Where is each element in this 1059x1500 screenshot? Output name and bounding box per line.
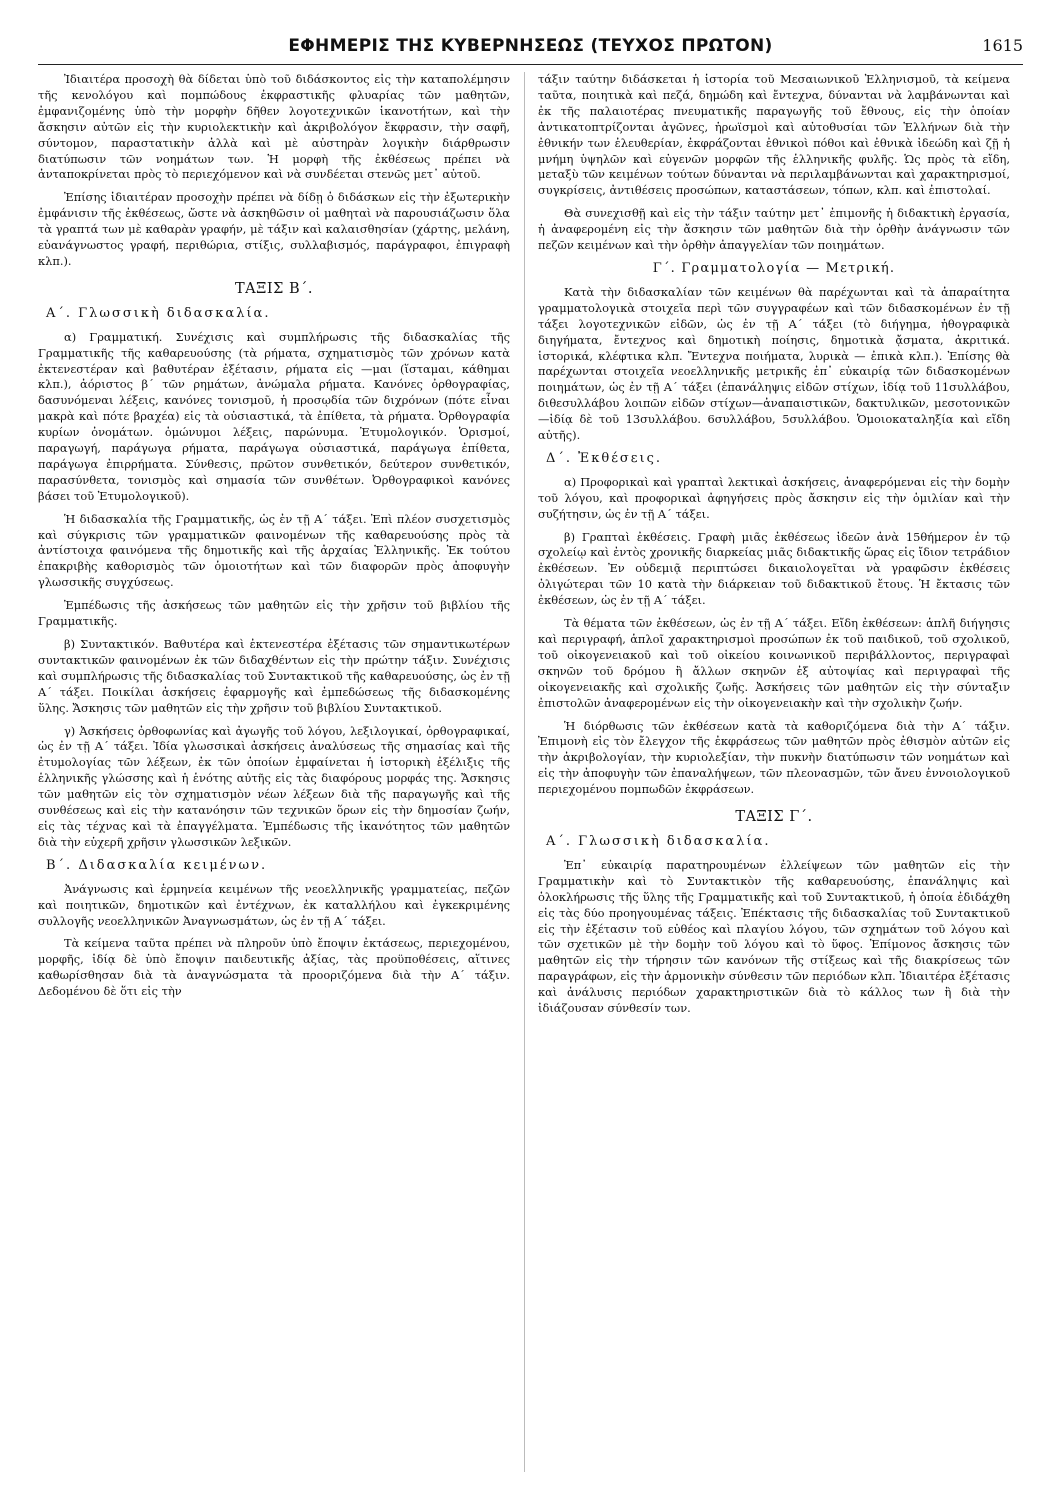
paragraph: Τὰ θέματα τῶν ἐκθέσεων, ὡς ἐν τῇ Α΄ τάξει. Εἴδη ἐκθέσεων: ἁπλῆ διήγησις καὶ περιγραφή, ἁπλοῖ χαρακτηρισμοὶ προσώπων ἐκ τοῦ παιδικοῦ, τοῦ σχολικοῦ, τοῦ οἰκογενειακοῦ καὶ τοῦ οἰκείου κοινωνικοῦ περιβάλλοντος, περιγραφαὶ σκηνῶν τοῦ δρόμου ἢ ἄλλων σκηνῶν ἐξ αὐτοψίας καὶ περιγραφαὶ τῆς οἰκογενειακῆς καὶ σχολικῆς ζωῆς. Ἀσκήσεις τῶν μαθητῶν εἰς τὴν σύνταξιν ἐπιστολῶν ἀναφερομένων εἰς τὴν οἰκογενειακὴν καὶ τὴν σχολικὴν ζωήν. <box>538 616 1010 710</box>
gazette-title: ΕΦΗΜΕΡΙΣ ΤΗΣ ΚΥΒΕΡΝΗΣΕΩΣ (ΤΕΥΧΟΣ ΠΡΩΤΟΝ) <box>288 36 773 56</box>
right-column <box>538 72 1010 1482</box>
paragraph: α) Γραμματική. Συνέχισις καὶ συμπλήρωσις τῆς διδασκαλίας τῆς Γραμματικῆς τῆς καθαρευούσης (τὰ ρήματα, σχηματισμὸς τῶν χρόνων κατὰ ἐκτενεστέραν καὶ βαθυτέραν ἐξέτασιν, ρήματα εἰς —μαι (ἵσταμαι, κάθημαι κλπ.), ἀόριστος β΄ τῶν ρημάτων, ἀνώμαλα ρήματα. Κανόνες ὀρθογραφίας, δασυνόμεναι λέξεις, κανόνες τονισμοῦ, ἡ προσῳδία τῶν διχρόνων (πότε εἶναι μακρὰ καὶ πότε βραχέα) εἰς τὰ οὐσιαστικά, τὰ ἐπίθετα, τὰ ρήματα. Ὀρθογραφία κυρίων ὀνομάτων. ὁμώνυμοι λέξεις, παρώνυμα. Ἐτυμολογικόν. Ὁρισμοί, παραγωγή, παράγωγα ρήματα, παράγωγα οὐσιαστικά, παράγωγα ἐπίθετα, παράγωγα ἐπιρρήματα. Σύνθεσις, πρῶτον συνθετικόν, δεύτερον συνθετικόν, παρασύνθετα, τονισμὸς καὶ σημασία τῶν συνθέτων. Ὀρθογραφικοὶ κανόνες βάσει τοῦ Ἐτυμολογικοῦ). <box>38 329 510 503</box>
header-rule <box>38 64 1023 65</box>
subheading-glossiki-2: Α΄. Γλωσσικὴ διδασκαλία. <box>546 833 771 849</box>
subheading-ektheseis: Δ΄. Ἐκθέσεις. <box>546 450 663 466</box>
column-divider <box>524 72 525 1472</box>
subheading-grammatologia: Γ΄. Γραμματολογία — Μετρική. <box>652 260 896 276</box>
left-column <box>38 72 510 1482</box>
paragraph: Ἐμπέδωσις τῆς ἀσκήσεως τῶν μαθητῶν εἰς τὴν χρῆσιν τοῦ βιβλίου τῆς Γραμματικῆς. <box>38 598 510 629</box>
subheading-glossiki: Α΄. Γλωσσικὴ διδασκαλία. <box>46 305 271 321</box>
section-heading-taxis-g: ΤΑΞΙΣ Γ΄. <box>735 809 813 826</box>
section-heading-taxis-b: ΤΑΞΙΣ Β΄. <box>235 280 313 297</box>
paragraph: Κατὰ τὴν διδασκαλίαν τῶν κειμένων θὰ παρέχωνται καὶ τὰ ἀπαραίτητα γραμματολογικὰ στοιχεῖα περὶ τῶν συγγραφέων καὶ τῶν διδασκομένων ἐν τῇ τάξει λογοτεχνικῶν εἰδῶν, ὡς ἐν τῇ Α΄ τάξει (τὸ διήγημα, ἠθογραφικὰ διηγήματα, ἔντεχνος καὶ δημοτικὴ ποίησις, δημοτικὰ ᾄσματα, ἀκριτικά. ἱστορικά, κλέφτικα κλπ. Ἔντεχνα ποιήματα, λυρικὰ — ἐπικὰ κλπ.). Ἐπίσης θὰ παρέχωνται στοιχεῖα νεοελληνικῆς μετρικῆς ἐπ᾽ εὐκαιρίᾳ τῶν διδασκομένων ποιημάτων, ὡς ἐν τῇ Α΄ τάξει (ἐπανάληψις εἰδῶν στίχων, ἰδίᾳ τοῦ 11συλλάβου, διθεσυλλάβου λοιπῶν εἰδῶν στίχων—ἀναπαιστικῶν, δακτυλικῶν, μεσοτονικῶν—ἰδίᾳ δὲ τοῦ 13συλλάβου. 6συλλάβου, 5συλλάβου. Ὁμοιοκαταληξία καὶ εἴδη αὐτῆς). <box>538 284 1010 443</box>
paragraph: Τὰ κείμενα ταῦτα πρέπει νὰ πληροῦν ὑπὸ ἔποψιν ἐκτάσεως, περιεχομένου, μορφῆς, ἰδίᾳ δὲ ὑπὸ ἔποψιν παιδευτικῆς ἀξίας, τὰς προϋποθέσεις, αἵτινες καθωρίσθησαν διὰ τὰ ἀναγνώσματα τὰ προοριζόμενα διὰ τὴν Α΄ τάξιν. Δεδομένου δὲ ὅτι εἰς τὴν <box>38 936 510 999</box>
paragraph: Ἐπίσης ἰδιαιτέραν προσοχὴν πρέπει νὰ δίδῃ ὁ διδάσκων εἰς τὴν ἐξωτερικὴν ἐμφάνισιν τῆς ἐκθέσεως, ὥστε νὰ ἀσκηθῶσιν οἱ μαθηταὶ νὰ παρουσιάζωσιν ὅλα τὰ γραπτά των μὲ καθαρὰν γραφήν, μὲ τάξιν καὶ καλαισθησίαν (χάρτης, μελάνη, εὐανάγνωστος γραφή, περιθώρια, στίξις, συλλαβισμός, παράγραφοι, ἐπιγραφὴ κλπ.). <box>38 190 510 268</box>
paragraph: β) Συντακτικόν. Βαθυτέρα καὶ ἐκτενεστέρα ἐξέτασις τῶν σημαντικωτέρων συντακτικῶν φαινομένων ἐκ τῶν διδαχθέντων εἰς τὴν πρώτην τάξιν. Συνέχισις καὶ συμπλήρωσις τῆς διδασκαλίας τοῦ Συντακτικοῦ τῆς καθαρευούσης, ὡς ἐν τῇ Α΄ τάξει. Ποικίλαι ἀσκήσεις ἐφαρμογῆς καὶ ἐμπεδώσεως τῆς διδασκομένης ὕλης. Ἄσκησις τῶν μαθητῶν εἰς τὴν χρῆσιν τοῦ βιβλίου Συντακτικοῦ. <box>38 637 510 715</box>
paragraph: Ἀνάγνωσις καὶ ἑρμηνεία κειμένων τῆς νεοελληνικῆς γραμματείας, πεζῶν καὶ ποιητικῶν, δημοτικῶν καὶ ἐντέχνων, ἐκ καταλλήλου καὶ ἐγκεκριμένης συλλογῆς νεοελληνικῶν Ἀναγνωσμάτων, ὡς ἐν τῇ Α΄ τάξει. <box>38 881 510 928</box>
paragraph: Ἡ διόρθωσις τῶν ἐκθέσεων κατὰ τὰ καθοριζόμενα διὰ τὴν Α΄ τάξιν. Ἐπιμονὴ εἰς τὸν ἔλεγχον τῆς ἐκφράσεως τῶν μαθητῶν πρὸς ἐθισμὸν αὐτῶν εἰς τὴν ἀκριβολογίαν, τὴν κυριολεξίαν, τὴν πυκνὴν διατύπωσιν τῶν νοημάτων καὶ εἰς τὴν ἀποφυγὴν τῶν ἐπαναλήψεων, τῶν πλεονασμῶν, τῶν ἄνευ ἐννοιολογικοῦ περιεχομένου πομπωδῶν ἐκφράσεων. <box>538 718 1010 797</box>
page-header <box>38 30 1023 66</box>
paragraph: γ) Ἀσκήσεις ὀρθοφωνίας καὶ ἀγωγῆς τοῦ λόγου, λεξιλογικαί, ὀρθογραφικαί, ὡς ἐν τῇ Α΄ τάξει. Ἰδία γλωσσικαὶ ἀσκήσεις ἀναλύσεως τῆς σημασίας καὶ τῆς ἐτυμολογίας τῶν λέξεων, ἐκ τῶν ὁποίων ἐμφαίνεται ἡ ἱστορικὴ ἐξέλιξις τῆς ἑλληνικῆς γλώσσης καὶ ἡ ἑνότης αὐτῆς εἰς τὰς διαφόρους μορφάς της. Ἄσκησις τῶν μαθητῶν εἰς τὸν σχηματισμὸν νέων λέξεων διὰ τῆς παραγωγῆς καὶ τῆς συνθέσεως καὶ εἰς τὴν κατανόησιν τῶν τεχνικῶν ὅρων εἰς τὴν δημοσίαν ζωήν, εἰς τὰς τέχνας καὶ τὰ ἐπαγγέλματα. Ἐμπέδωσις τῆς ἱκανότητος τῶν μαθητῶν διὰ τὴν εὐχερῆ χρῆσιν γλωσσικῶν λεξικῶν. <box>38 723 510 849</box>
paragraph: β) Γραπταὶ ἐκθέσεις. Γραφὴ μιᾶς ἐκθέσεως ἰδεῶν ἀνὰ 15θήμερον ἐν τῷ σχολείῳ καὶ ἐντὸς χρονικῆς διαρκείας μιᾶς διδακτικῆς ὥρας εἰς ἴδιον τετράδιον ἐκθέσεων. Ἐν οὐδεμιᾷ περιπτώσει δικαιολογεῖται νὰ γραφῶσιν ἐκθέσεις ὀλιγώτεραι τῶν 10 κατὰ τὴν διάρκειαν τοῦ διδακτικοῦ ἔτους. Ἡ ἔκτασις τῶν ἐκθέσεων, ὡς ἐν τῇ Α΄ τάξει. <box>538 529 1010 608</box>
subheading-keimenon: Β΄. Διδασκαλία κειμένων. <box>46 857 268 873</box>
page-number: 1615 <box>982 36 1023 55</box>
paragraph: Θὰ συνεχισθῇ καὶ εἰς τὴν τάξιν ταύτην μετ᾽ ἐπιμονῆς ἡ διδακτικὴ ἐργασία, ἡ ἀναφερομένη εἰς τὴν ἄσκησιν τῶν μαθητῶν διὰ τὴν ὀρθὴν ἀνάγνωσιν τῶν πεζῶν κειμένων καὶ τὴν ὀρθὴν ἀπαγγελίαν τῶν ποιημάτων. <box>538 206 1010 253</box>
paragraph: Ἰδιαιτέρα προσοχὴ θὰ δίδεται ὑπὸ τοῦ διδάσκοντος εἰς τὴν καταπολέμησιν τῆς κενολόγου καὶ πομπώδους ἐκφραστικῆς φλυαρίας τῶν μαθητῶν, ἐμφανιζομένης ὑπὸ τὴν μορφὴν δῆθεν λογοτεχνικῶν ἱκανοτήτων, καὶ τὴν ἄσκησιν αὐτῶν εἰς τὴν κυριολεκτικὴν καὶ ἀκριβολόγον ἔκφρασιν, τὴν σαφῆ, σύντομον, παραστατικὴν ἀλλὰ καὶ μὲ αὐστηρὰν λογικὴν διάρθρωσιν διατύπωσιν τῶν νοημάτων των. Ἡ μορφὴ τῆς ἐκθέσεως πρέπει νὰ ἀνταποκρίνεται πρὸς τὸ περιεχόμενον καὶ νὰ συνδέεται στενῶς μετ᾽ αὐτοῦ. <box>38 72 510 182</box>
paragraph: Ἡ διδασκαλία τῆς Γραμματικῆς, ὡς ἐν τῇ Α΄ τάξει. Ἐπὶ πλέον συσχετισμὸς καὶ σύγκρισις τῶν γραμματικῶν φαινομένων τῆς καθαρευούσης πρὸς τὰ ἀντίστοιχα φαινόμενα τῆς δημοτικῆς καὶ τῆς ἀρχαίας Ἑλληνικῆς. Ἐκ τούτου ἐπακριβὴς καθορισμὸς τῶν ὁμοιοτήτων καὶ τῶν διαφορῶν πρὸς ἀποφυγὴν γλωσσικῆς συγχύσεως. <box>38 511 510 590</box>
paragraph: Ἐπ᾽ εὐκαιρίᾳ παρατηρουμένων ἐλλείψεων τῶν μαθητῶν εἰς τὴν Γραμματικὴν καὶ τὸ Συντακτικὸν τῆς καθαρευούσης, ἐπανάληψις καὶ ὁλοκλήρωσις τῆς ὕλης τῆς Γραμματικῆς καὶ τοῦ Συντακτικοῦ, ἡ ὁποία ἐδιδάχθη εἰς τὰς δύο προηγουμένας τάξεις. Ἐπέκτασις τῆς διδασκαλίας τοῦ Συντακτικοῦ εἰς τὴν ἐξέτασιν τοῦ εὐθέος καὶ πλαγίου λόγου, τῶν σχημάτων τοῦ λόγου καὶ τῶν σχετικῶν μὲ τὴν δομὴν τοῦ λόγου καὶ τὸ ὕφος. Ἐπίμονος ἄσκησις τῶν μαθητῶν εἰς τὴν τήρησιν τῶν κανόνων τῆς στίξεως καὶ τῆς διακρίσεως τῶν παραγράφων, εἰς τὴν ἁρμονικὴν σύνθεσιν τῶν περιόδων κλπ. Ἰδιαιτέρα ἐξέτασις καὶ ἀνάλυσις περιόδων χαρακτηριστικῶν διὰ τὸ κάλλος των ἢ διὰ τὴν ἰδιάζουσαν σύνθεσίν των. <box>538 857 1010 1016</box>
paragraph: τάξιν ταύτην διδάσκεται ἡ ἱστορία τοῦ Μεσαιωνικοῦ Ἑλληνισμοῦ, τὰ κείμενα ταῦτα, ποιητικὰ καὶ πεζά, δημώδη καὶ ἔντεχνα, δύνανται νὰ λαμβάνωνται καὶ ἐκ τῆς παλαιοτέρας πνευματικῆς παραγωγῆς τοῦ ἔθνους, εἰς τὴν ὁποίαν ἀντικατοπτρίζονται ἀγῶνες, ἡρωϊσμοὶ καὶ αὐτοθυσίαι τῶν Ἑλλήνων διὰ τὴν ἐθνικήν των ἐλευθερίαν, ἐκφράζονται ἐθνικοὶ πόθοι καὶ ἐθνικὰ ἰδεώδη καὶ ζῇ ἡ μνήμη ὑψηλῶν καὶ εὐγενῶν μορφῶν τῆς ἑλληνικῆς φυλῆς. Ὡς πρὸς τὰ εἴδη, μεταξὺ τῶν κειμένων τούτων δύνανται νὰ περιλαμβάνωνται καὶ χαρακτηρισμοί, συγκρίσεις, ἀντιθέσεις προσώπων, καταστάσεων, τόπων, κλπ. καὶ ἐπιστολαί. <box>538 72 1010 198</box>
paragraph: α) Προφορικαὶ καὶ γραπταὶ λεκτικαὶ ἀσκήσεις, ἀναφερόμεναι εἰς τὴν δομὴν τοῦ λόγου, καὶ προφορικαὶ ἀφηγήσεις πρὸς ἄσκησιν εἰς τὴν ὁμιλίαν καὶ τὴν συζήτησιν, ὡς ἐν τῇ Α΄ τάξει. <box>538 474 1010 521</box>
